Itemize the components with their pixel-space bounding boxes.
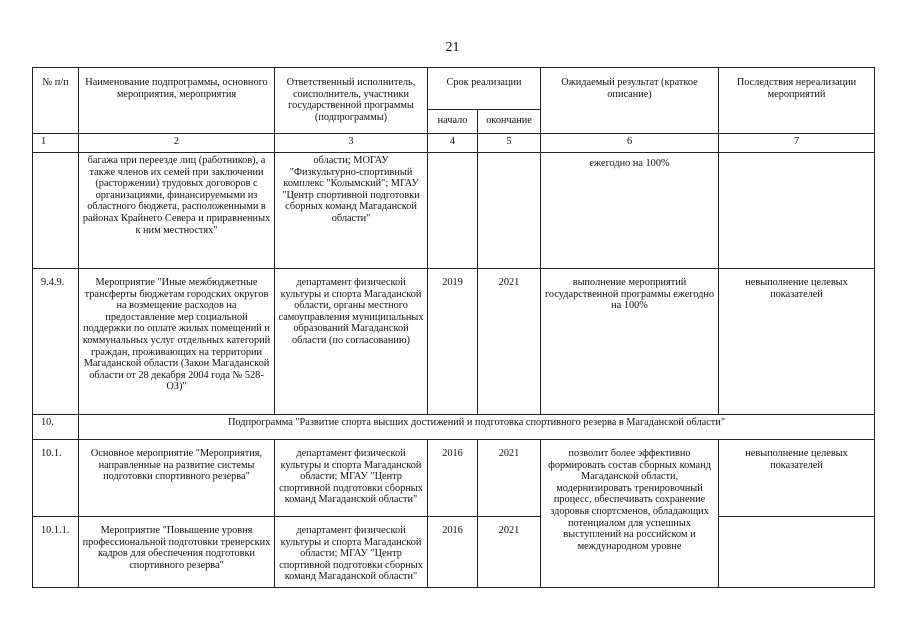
header-executor: Ответственный исполнитель, соисполнитель, участники государственной программы (подпрограммы) bbox=[275, 68, 428, 134]
row-end: 2021 bbox=[478, 269, 541, 415]
index-cell: 7 bbox=[719, 134, 875, 153]
row-num: 10. bbox=[33, 415, 79, 440]
row-num: 9.4.9. bbox=[33, 269, 79, 415]
row-name: Основное мероприятие "Мероприятия, направленные на развитие системы подготовки спортивного резерва" bbox=[79, 440, 275, 517]
row-name: багажа при переезде лиц (работников), а также членов их семей при заключении (расторжении) трудовых договоров с организациями, финансируемыми из областного бюджета, расположенными в районах Крайнего Севера и приравненных к ним местностях" bbox=[79, 153, 275, 269]
row-num bbox=[33, 153, 79, 269]
program-table bbox=[32, 67, 875, 588]
row-end: 2021 bbox=[478, 517, 541, 588]
index-cell: 6 bbox=[541, 134, 719, 153]
row-name: Мероприятие "Иные межбюджетные трансферты бюджетам городских округов на возмещение расходов на предоставление мер социальной поддержки по оплате жилых помещений и коммунальных услуг отдельных категорий граждан, проживающих на территории Магаданской области (Закон Магаданской области от 28 декабря 2004 года № 528-ОЗ)" bbox=[79, 269, 275, 415]
header-end: окончание bbox=[478, 110, 541, 134]
header-num: № п/п bbox=[33, 68, 79, 134]
table-row bbox=[33, 517, 875, 588]
index-cell: 5 bbox=[478, 134, 541, 153]
index-cell: 3 bbox=[275, 134, 428, 153]
row-num: 10.1.1. bbox=[33, 517, 79, 588]
table-row bbox=[33, 153, 875, 269]
index-row bbox=[33, 134, 875, 153]
row-result: позволит более эффективно формировать состав сборных команд Магаданской области, модернизировать тренировочный процесс, обеспечивать сохранение здоровья спортсменов, обладающих потенциалом для успешных выступлений на российском и международном уровне bbox=[541, 440, 719, 588]
row-consequence bbox=[719, 153, 875, 269]
subprogram-row bbox=[33, 415, 875, 440]
header-result: Ожидаемый результат (краткое описание) bbox=[541, 68, 719, 134]
row-start: 2016 bbox=[428, 440, 478, 517]
row-consequence: невыполнение целевых показателей bbox=[719, 440, 875, 517]
header-period: Срок реализации bbox=[428, 68, 541, 110]
page-number: 21 bbox=[445, 40, 460, 55]
row-executor: департамент физической культуры и спорта Магаданской области; МГАУ "Центр спортивной подготовки сборных команд Магаданской области" bbox=[275, 517, 428, 588]
row-start: 2016 bbox=[428, 517, 478, 588]
table-row bbox=[33, 269, 875, 415]
row-start bbox=[428, 153, 478, 269]
row-executor: департамент физической культуры и спорта Магаданской области, органы местного самоуправления муниципальных образований Магаданской области (по согласованию) bbox=[275, 269, 428, 415]
header-consequence: Последствия нереализации мероприятий bbox=[719, 68, 875, 134]
row-name: Мероприятие "Повышение уровня профессиональной подготовки тренерских кадров для обеспечения подготовки спортивного резерва" bbox=[79, 517, 275, 588]
row-start: 2019 bbox=[428, 269, 478, 415]
row-num: 10.1. bbox=[33, 440, 79, 517]
row-end: 2021 bbox=[478, 440, 541, 517]
row-result: ежегодно на 100% bbox=[541, 153, 719, 269]
subprogram-title: Подпрограмма "Развитие спорта высших достижений и подготовка спортивного резерва в Магаданской области" bbox=[79, 415, 875, 440]
row-executor: департамент физической культуры и спорта Магаданской области; МГАУ "Центр спортивной подготовки сборных команд Магаданской области" bbox=[275, 440, 428, 517]
header-start: начало bbox=[428, 110, 478, 134]
row-result: выполнение мероприятий государственной программы ежегодно на 100% bbox=[541, 269, 719, 415]
header-name: Наименование подпрограммы, основного мероприятия, мероприятия bbox=[79, 68, 275, 134]
row-end bbox=[478, 153, 541, 269]
row-consequence: невыполнение целевых показателей bbox=[719, 269, 875, 415]
table-row bbox=[33, 440, 875, 517]
index-cell: 2 bbox=[79, 134, 275, 153]
header-row bbox=[33, 68, 875, 110]
row-consequence bbox=[719, 517, 875, 588]
index-cell: 4 bbox=[428, 134, 478, 153]
row-executor: области; МОГАУ "Физкультурно-спортивный комплекс "Колымский"; МГАУ "Центр спортивной подготовки сборных команд Магаданской области" bbox=[275, 153, 428, 269]
index-cell: 1 bbox=[33, 134, 79, 153]
